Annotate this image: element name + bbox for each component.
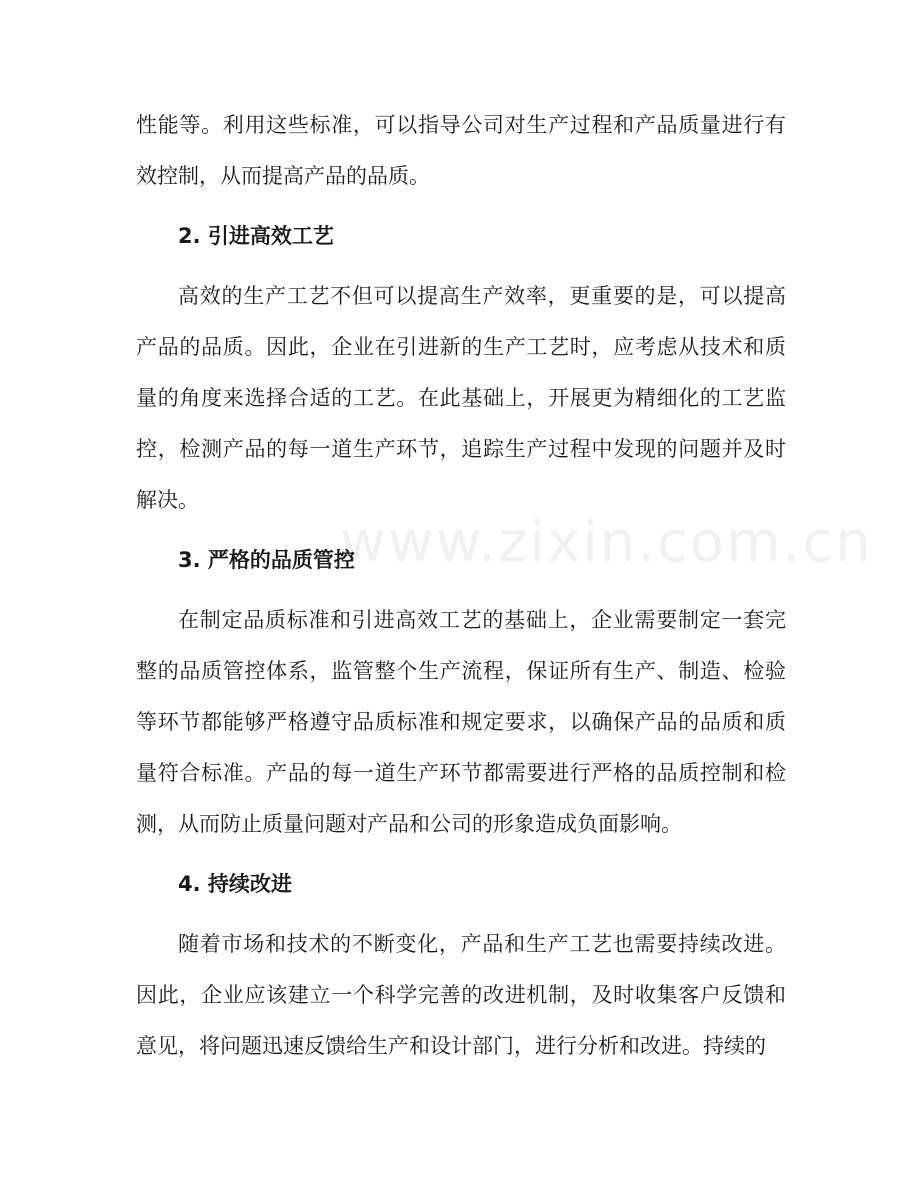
intro-paragraph: 性能等。利用这些标准，可以指导公司对生产过程和产品质量进行有效控制，从而提高产品的品质。 [136,113,786,188]
section-body-3: 在制定品质标准和引进高效工艺的基础上，企业需要制定一套完整的品质管控体系，监管整个生产流程，保证所有生产、制造、检验等环节都能够严格遵守品质标准和规定要求，以确保产品的品质和质量符合标准。产品的每一道生产环节都需要进行严格的品质控制和检测，从而防止质量问题对产品和公司的形象造成负面影响。 [136,608,786,836]
section-heading-4: 4. 持续改进 [178,872,292,896]
document-page [136,100,786,1072]
section-heading-3: 3. 严格的品质管控 [178,548,355,572]
section-body-2: 高效的生产工艺不但可以提高生产效率，更重要的是，可以提高产品的品质。因此，企业在引进新的生产工艺时，应考虑从技术和质量的角度来选择合适的工艺。在此基础上，开展更为精细化的工艺监控，检测产品的每一道生产环节，追踪生产过程中发现的问题并及时解决。 [136,284,786,512]
watermark: www.zixin.com.cn [340,510,873,575]
section-heading-2: 2. 引进高效工艺 [178,224,334,248]
section-body-4: 随着市场和技术的不断变化，产品和生产工艺也需要持续改进。因此，企业应该建立一个科学完善的改进机制，及时收集客户反馈和意见，将问题迅速反馈给生产和设计部门，进行分析和改进。持续的 [136,932,786,1058]
